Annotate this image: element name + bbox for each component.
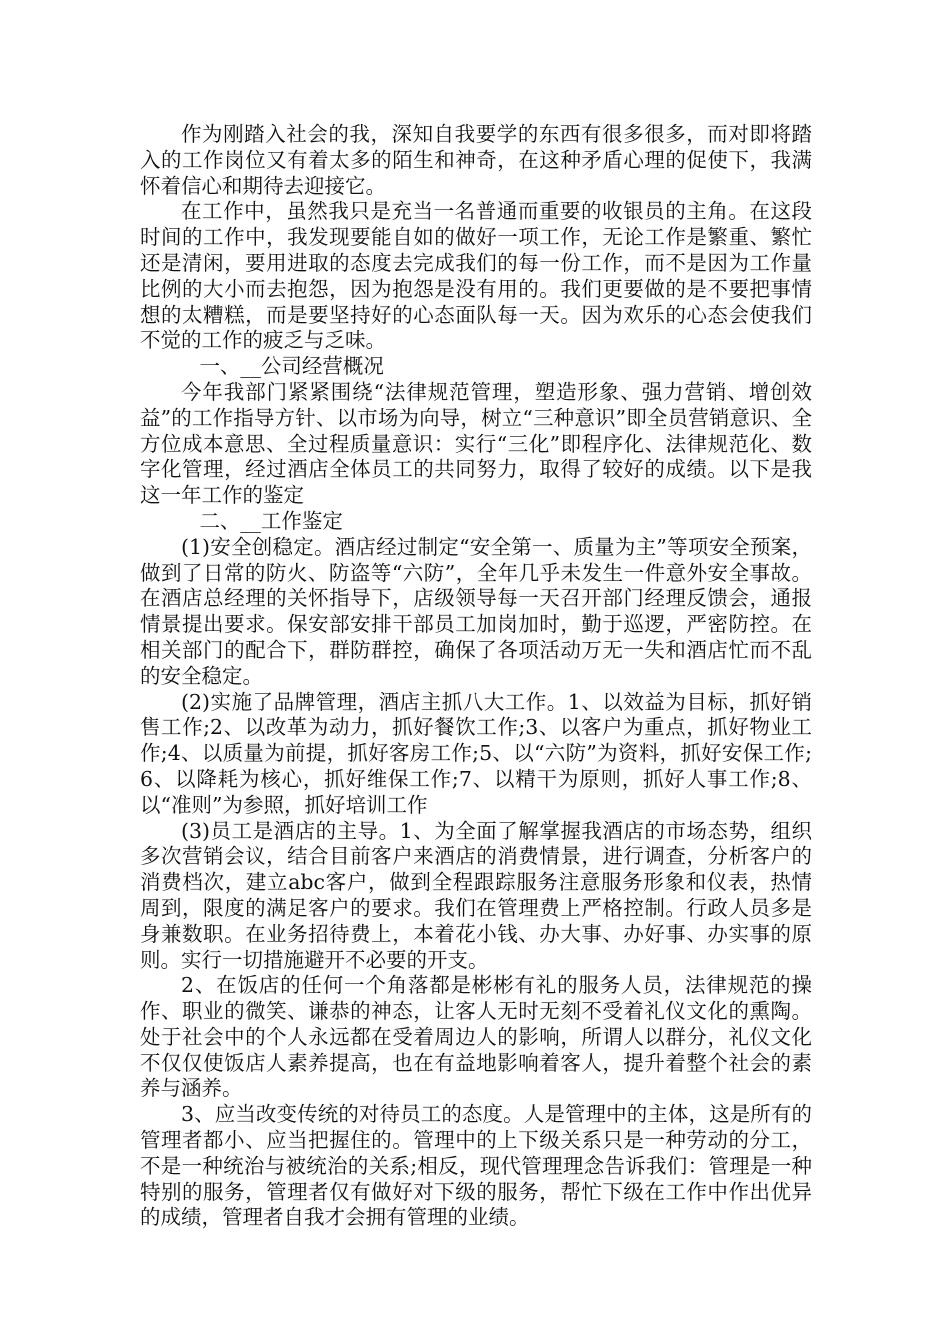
paragraph-staff-leading: (3)员工是酒店的主导。1、为全面了解掌握我酒店的市场态势，组织多次营销会议，结合目前客户来酒店的消费情景，进行调查，分析客户的消费档次，建立abc客户，做到全程跟踪服务注意服务形象和仪表，热情周到，限度的满足客户的要求。我们在管理费上严格控制。行政人员多是身兼数职。在业务招待费上，本着花小钱、办大事、办好事、办实事的原则。实行一切措施避开不必要的开支。	[140, 818, 812, 972]
section-heading-company-overview: 一、__公司经营概况	[199, 354, 384, 379]
paragraph-brand-management: (2)实施了品牌管理，酒店主抓八大工作。1、以效益为目标，抓好销售工作;2、以改革为动力，抓好餐饮工作;3、以客户为重点，抓好物业工作;4、以质量为前提，抓好客房工作;5、以“六防”为资料，抓好安保工作;6、以降耗为核心，抓好维保工作;7、以精干为原则，抓好人事工作;8、以“准则”为参照，抓好培训工作	[140, 689, 812, 817]
paragraph-intro: 作为刚踏入社会的我，深知自我要学的东西有很多很多，而对即将踏入的工作岗位又有着太多的陌生和神奇，在这种矛盾心理的促使下，我满怀着信心和期待去迎接它。	[140, 122, 812, 198]
paragraph-department-policy: 今年我部门紧紧围绕“法律规范管理，塑造形象、强力营销、增创效益”的工作指导方针、以市场为向导，树立“三种意识”即全员营销意识、全方位成本意思、全过程质量意识：实行“三化”即程序化、法律规范化、数字化管理，经过酒店全体员工的共同努力，取得了较好的成绩。以下是我这一年工作的鉴定	[140, 379, 812, 508]
paragraph-etiquette: 2、在饭店的任何一个角落都是彬彬有礼的服务人员，法律规范的操作、职业的微笑、谦恭的神态，让客人无时无刻不受着礼仪文化的熏陶。处于社会中的个人永远都在受着周边人的影响，所谓人以群分，礼仪文化不仅仅使饭店人素养提高，也在有益地影响着客人，提升着整个社会的素养与涵养。	[140, 973, 812, 1101]
document-body	[140, 122, 812, 1231]
section-heading-work-summary: 二、__工作鉴定	[199, 508, 343, 533]
paragraph-cashier-role: 在工作中，虽然我只是充当一名普通而重要的收银员的主角。在这段时间的工作中，我发现要能自如的做好一项工作，无论工作是繁重、繁忙还是清闲，要用进取的态度去完成我们的每一份工作，而不是因为工作量比例的大小而去抱怨，因为抱怨是没有用的。我们更要做的是不要把事情想的太糟糕，而是要坚持好的心态面队每一天。因为欢乐的心态会使我们不觉的工作的疲乏与乏味。	[140, 199, 812, 353]
paragraph-management-attitude: 3、应当改变传统的对待员工的态度。人是管理中的主体，这是所有的管理者都小、应当把握住的。管理中的上下级关系只是一种劳动的分工，不是一种统治与被统治的关系;相反，现代管理理念告诉我们：管理是一种特别的服务，管理者仅有做好对下级的服务，帮忙下级在工作中作出优异的成绩，管理者自我才会拥有管理的业绩。	[140, 1102, 812, 1230]
paragraph-safety: (1)安全创稳定。酒店经过制定“安全第一、质量为主”等项安全预案，做到了日常的防火、防盗等“六防”，全年几乎未发生一件意外安全事故。在酒店总经理的关怀指导下，店级领导每一天召开部门经理反馈会，通报情景提出要求。保安部安排干部员工加岗加时，勤于巡逻，严密防控。在相关部门的配合下，群防群控，确保了各项活动万无一失和酒店忙而不乱的安全稳定。	[140, 534, 812, 688]
